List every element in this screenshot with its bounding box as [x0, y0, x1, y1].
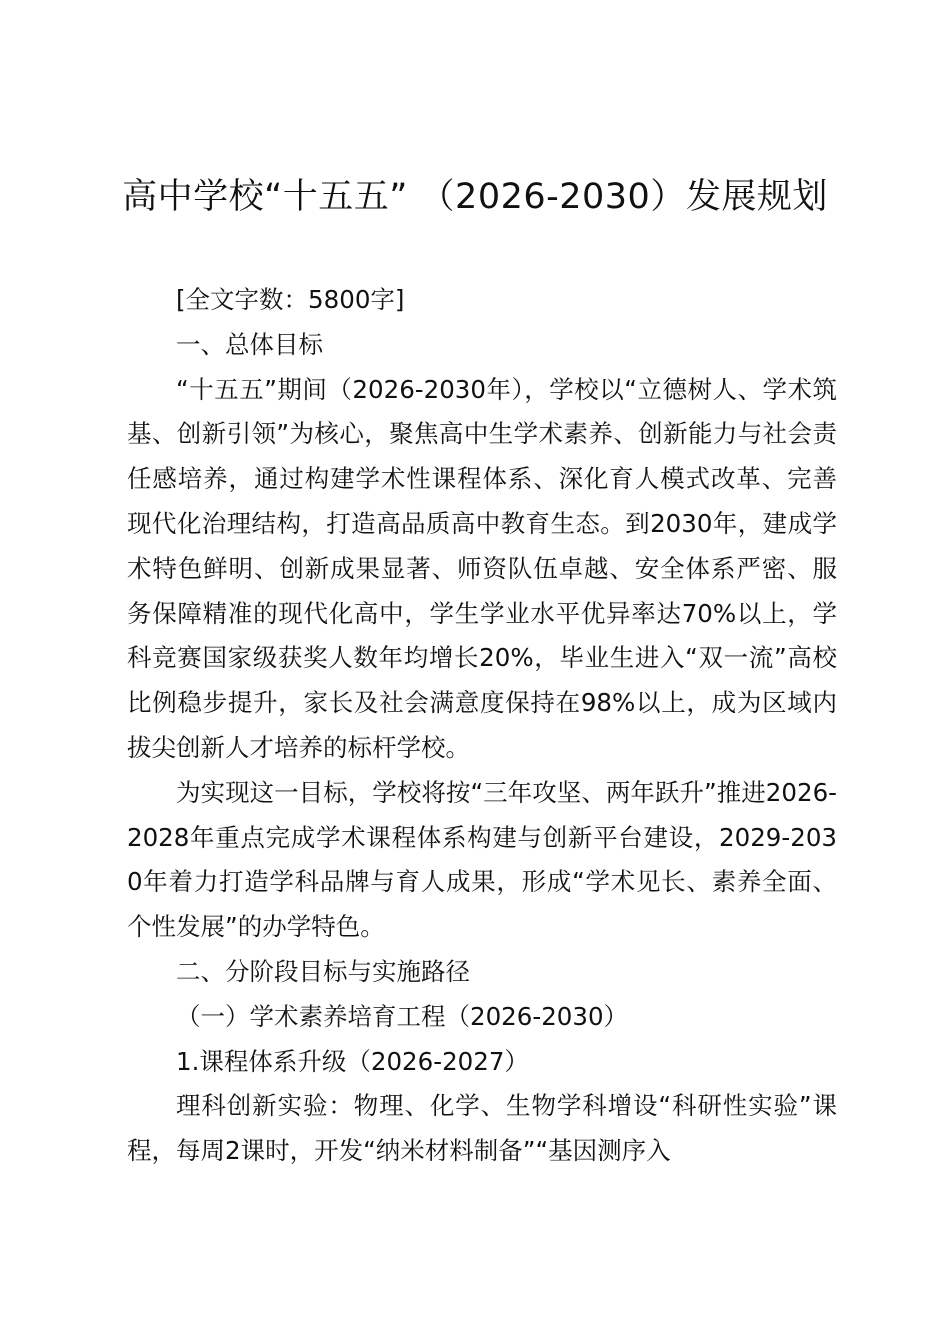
section-heading-phased-goals: 二、分阶段目标与实施路径: [176, 956, 470, 986]
subsection-heading: （一）学术素养培育工程（2026-2030）: [176, 1001, 629, 1031]
body-paragraph: “十五五”期间（2026-2030年），学校以“立德树人、学术筑基、创新引领”为核心，聚焦高中生学术素养、创新能力与社会责任感培养，通过构建学术性课程体系、深化育人模式改革、完善现代化治理结构，打造高品质高中教育生态。到2030年，建成学术特色鲜明、创新成果显著、师资队伍卓越、安全体系严密、服务保障精准的现代化高中，学生学业水平优异率达70%以上，学科竞赛国家级获奖人数年均增长20%，毕业生进入“双一流”高校比例稳步提升，家长及社会满意度保持在98%以上，成为区域内拔尖创新人才培养的标杆学校。: [127, 374, 837, 762]
sub-subsection-heading: 1.课程体系升级（2026-2027）: [176, 1046, 529, 1076]
section-heading-overall-goals: 一、总体目标: [176, 329, 323, 359]
document-title: 高中学校“十五五” （2026-2030）发展规划: [122, 177, 828, 217]
word-count: [全文字数：5800字]: [176, 285, 405, 314]
body-paragraph: 为实现这一目标，学校将按“三年攻坚、两年跃升”推进2026-2028年重点完成学术课程体系构建与创新平台建设，2029-2030年着力打造学科品牌与育人成果，形成“学术见长、素养全面、个性发展”的办学特色。: [127, 777, 837, 942]
document-body: [127, 278, 837, 1174]
body-paragraph: 理科创新实验：物理、化学、生物学科增设“科研性实验”课程，每周2课时，开发“纳米材料制备”“基因测序入: [127, 1091, 837, 1166]
